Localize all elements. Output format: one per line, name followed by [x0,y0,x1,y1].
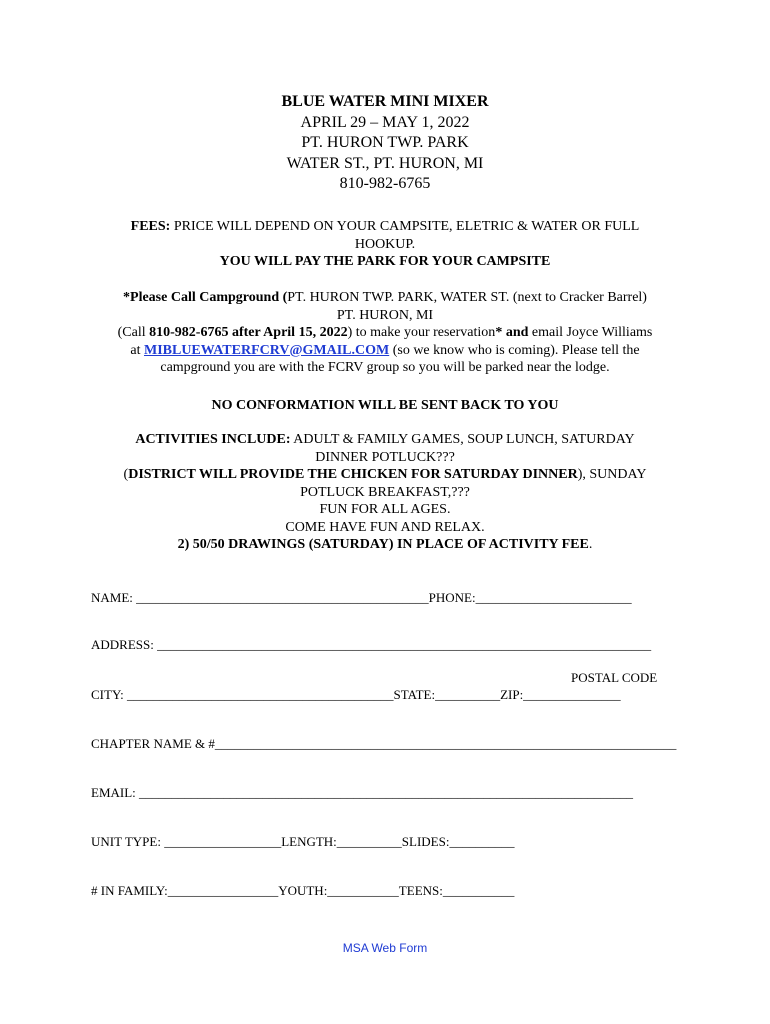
chapter-field[interactable]: CHAPTER NAME & #_______________________________________________________________________ [91,736,677,751]
fees-text-2: HOOKUP. [354,236,416,252]
name-phone-field[interactable]: NAME: _____________________________________________PHONE:________________________ [91,590,632,605]
email-link[interactable]: MIBLUEWATERFCRV@GMAIL.COM [143,342,390,358]
activities-section [60,431,710,554]
campground-group-note: campground you are with the FCRV group so you will be parked near the lodge. [160,360,610,375]
drawings-text: 2) 50/50 DRAWINGS (SATURDAY) IN PLACE OF ACTIVITY FEE [177,537,589,552]
relax-text: COME HAVE FUN AND RELAX. [285,519,485,535]
activities-label: ACTIVITIES INCLUDE: [135,432,291,447]
city-state-zip-field[interactable]: CITY: _________________________________________STATE:__________ZIP:_______________ [91,687,621,702]
activities-text: ADULT & FAMILY GAMES, SOUP LUNCH, SATURDAY [290,432,635,447]
event-title: BLUE WATER MINI MIXER [281,93,489,110]
email-contact-text: email Joyce Williams [528,325,653,340]
address-field[interactable]: ADDRESS: ____________________________________________________________________________ [91,637,652,652]
email-field[interactable]: EMAIL: ____________________________________________________________________________ [91,785,634,800]
fun-text: FUN FOR ALL AGES. [319,502,451,517]
campground-city: PT. HURON, MI [336,307,434,323]
paren-open: ( [123,467,129,482]
event-header [60,92,710,113]
activities-potluck: DINNER POTLUCK??? [315,449,455,465]
drawings-period: . [588,537,593,552]
and-text: * and [495,325,529,340]
fees-label: FEES: [130,219,171,234]
call-text: (Call [117,325,150,340]
unit-type-field[interactable]: UNIT TYPE: __________________LENGTH:__________SLIDES:__________ [91,834,515,849]
breakfast-text: POTLUCK BREAKFAST,??? [300,484,470,500]
reservation-text: ) to make your reservation [347,325,496,340]
event-phone: 810-982-6765 [339,175,431,192]
call-number-date: 810-982-6765 after April 15, 2022 [149,325,348,340]
postal-code-label: POSTAL CODE [571,670,658,685]
district-chicken-note: DISTRICT WILL PROVIDE THE CHICKEN FOR SATURDAY DINNER [128,467,578,482]
msa-web-form-link[interactable]: MSA Web Form [342,941,428,955]
event-dates: APRIL 29 – MAY 1, 2022 [300,113,470,131]
no-confirmation-notice: NO CONFORMATION WILL BE SENT BACK TO YOU [211,398,559,413]
call-campground-label: *Please Call Campground ( [123,290,288,305]
fees-section [60,218,710,271]
campground-location: PT. HURON TWP. PARK, WATER ST. (next to Cracker Barrel) [287,290,647,305]
sunday-text: ), SUNDAY [577,467,647,482]
event-park: PT. HURON TWP. PARK [301,134,469,151]
event-details [60,113,710,195]
fees-text: PRICE WILL DEPEND ON YOUR CAMPSITE, ELETRIC & WATER OR FULL [170,219,640,234]
pay-park-notice: YOU WILL PAY THE PARK FOR YOUR CAMPSITE [219,254,551,269]
campground-section [60,289,710,377]
family-field[interactable]: # IN FAMILY:_________________YOUTH:___________TEENS:___________ [91,883,515,898]
email-note: (so we know who is coming). Please tell the [389,342,640,358]
event-address: WATER ST., PT. HURON, MI [286,154,484,172]
at-text: at [130,342,144,358]
